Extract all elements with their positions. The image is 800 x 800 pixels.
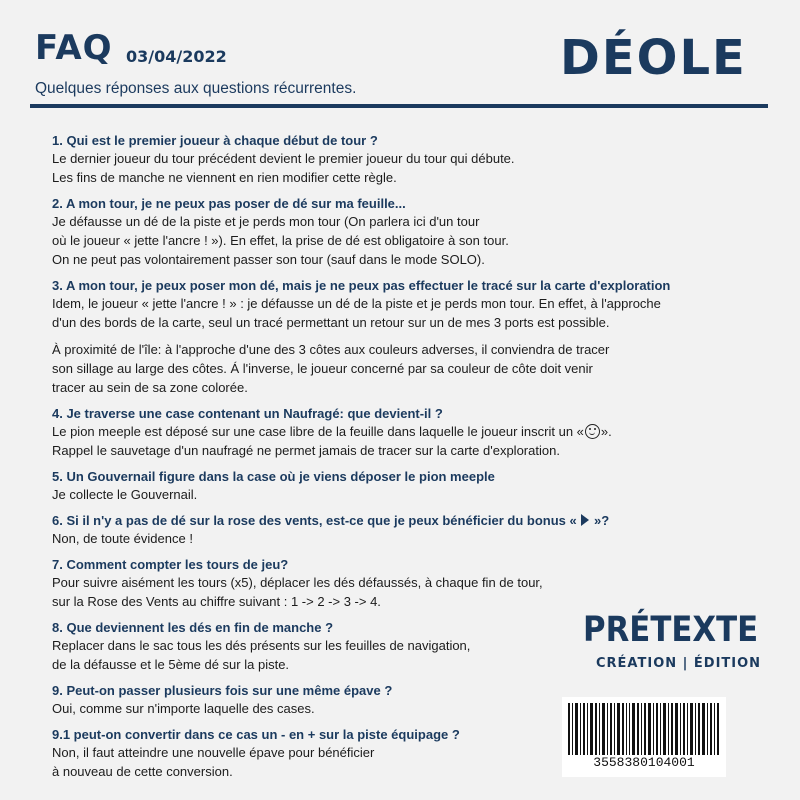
faq-answer-line: À proximité de l'île: à l'approche d'une des 3 côtes aux couleurs adverses, il conviendra de tracer xyxy=(52,342,610,357)
faq-item-5 xyxy=(52,468,692,504)
faq-answer-line: Rappel le sauvetage d'un naufragé ne permet jamais de tracer sur la carte d'exploration. xyxy=(52,443,560,458)
faq-list xyxy=(52,132,692,789)
faq-question: 3. A mon tour, je peux poser mon dé, mais je ne peux pas effectuer le tracé sur la carte d'exploration xyxy=(52,278,671,293)
faq-answer-line: Le dernier joueur du tour précédent devient le premier joueur du tour qui débute. xyxy=(52,151,515,166)
faq-answer-line: Idem, le joueur « jette l'ancre ! » : je défausse un dé de la piste et je perds mon tour. En effet, à l'approche xyxy=(52,296,661,311)
faq-question: 5. Un Gouvernail figure dans la case où je viens déposer le pion meeple xyxy=(52,469,495,484)
faq-question: 1. Qui est le premier joueur à chaque début de tour ? xyxy=(52,133,378,148)
faq-answer-line: Je défausse un dé de la piste et je perds mon tour (On parlera ici d'un tour xyxy=(52,214,480,229)
faq-answer-line: Pour suivre aisément les tours (x5), déplacer les dés défaussés, à chaque fin de tour, xyxy=(52,575,543,590)
faq-answer-line: Non, il faut atteindre une nouvelle épave pour bénéficier xyxy=(52,745,375,760)
faq-item-2 xyxy=(52,195,692,269)
faq-answer-line: Je collecte le Gouvernail. xyxy=(52,487,198,502)
barcode-number: 3558380104001 xyxy=(593,755,695,770)
faq-answer-line: de la défausse et le 5ème dé sur la piste. xyxy=(52,657,290,672)
faq-answer-line: Non, de toute évidence ! xyxy=(52,531,193,546)
faq-question xyxy=(52,512,692,529)
barcode-icon xyxy=(568,703,720,755)
faq-title: FAQ xyxy=(35,28,113,68)
smiley-icon xyxy=(585,424,600,439)
faq-answer-line: à nouveau de cette conversion. xyxy=(52,764,233,779)
faq-answer-line: son sillage au large des côtes. Á l'inverse, le joueur concerné par sa couleur de côte doit venir xyxy=(52,361,593,376)
faq-question: 4. Je traverse une case contenant un Naufragé: que devient-il ? xyxy=(52,406,443,421)
faq-answer-line: Replacer dans le sac tous les dés présents sur les feuilles de navigation, xyxy=(52,638,471,653)
faq-date: 03/04/2022 xyxy=(126,47,227,66)
page-subtitle: Quelques réponses aux questions récurrentes. xyxy=(35,80,357,97)
faq-question-text: 6. Si il n'y a pas de dé sur la rose des vents, est-ce que je peux bénéficier du bonus « xyxy=(52,513,577,528)
faq-answer-line: sur la Rose des Vents au chiffre suivant : 1 -> 2 -> 3 -> 4. xyxy=(52,594,381,609)
faq-answer-line: où le joueur « jette l'ancre ! »). En effet, la prise de dé est obligatoire à son tour. xyxy=(52,233,509,248)
faq-question: 7. Comment compter les tours de jeu? xyxy=(52,557,289,572)
header-divider xyxy=(30,104,768,108)
faq-answer-line xyxy=(52,422,692,441)
pretexte-logo: PRÉTEXTE xyxy=(583,610,759,650)
faq-answer-text: Le pion meeple est déposé sur une case libre de la feuille dans laquelle le joueur inscrit un « xyxy=(52,424,584,439)
faq-item-3 xyxy=(52,277,692,397)
faq-question: 9.1 peut-on convertir dans ce cas un - en + sur la piste équipage ? xyxy=(52,727,460,742)
faq-answer-line: Les fins de manche ne viennent en rien modifier cette règle. xyxy=(52,170,397,185)
bonus-arrow-icon xyxy=(581,514,589,526)
faq-answer-text: ». xyxy=(600,424,612,439)
faq-question: 9. Peut-on passer plusieurs fois sur une même épave ? xyxy=(52,683,393,698)
barcode xyxy=(562,697,726,777)
faq-item-7 xyxy=(52,556,692,611)
faq-answer-line: On ne peut pas volontairement passer son tour (sauf dans le mode SOLO). xyxy=(52,252,485,267)
faq-question: 2. A mon tour, je ne peux pas poser de dé sur ma feuille... xyxy=(52,196,406,211)
faq-answer-line: tracer au sein de sa zone colorée. xyxy=(52,380,248,395)
faq-question: 8. Que deviennent les dés en fin de manche ? xyxy=(52,620,334,635)
faq-question-text: »? xyxy=(593,513,610,528)
faq-answer-line: d'un des bords de la carte, seul un tracé permettant un retour sur un de mes 3 ports est possible. xyxy=(52,315,610,330)
faq-item-4 xyxy=(52,405,692,460)
publisher-tagline: CRÉATION | ÉDITION xyxy=(596,656,762,671)
faq-item-6 xyxy=(52,512,692,548)
faq-answer-line: Oui, comme sur n'importe laquelle des cases. xyxy=(52,701,315,716)
deole-logo: DÉOLE xyxy=(560,30,747,86)
faq-item-1 xyxy=(52,132,692,187)
